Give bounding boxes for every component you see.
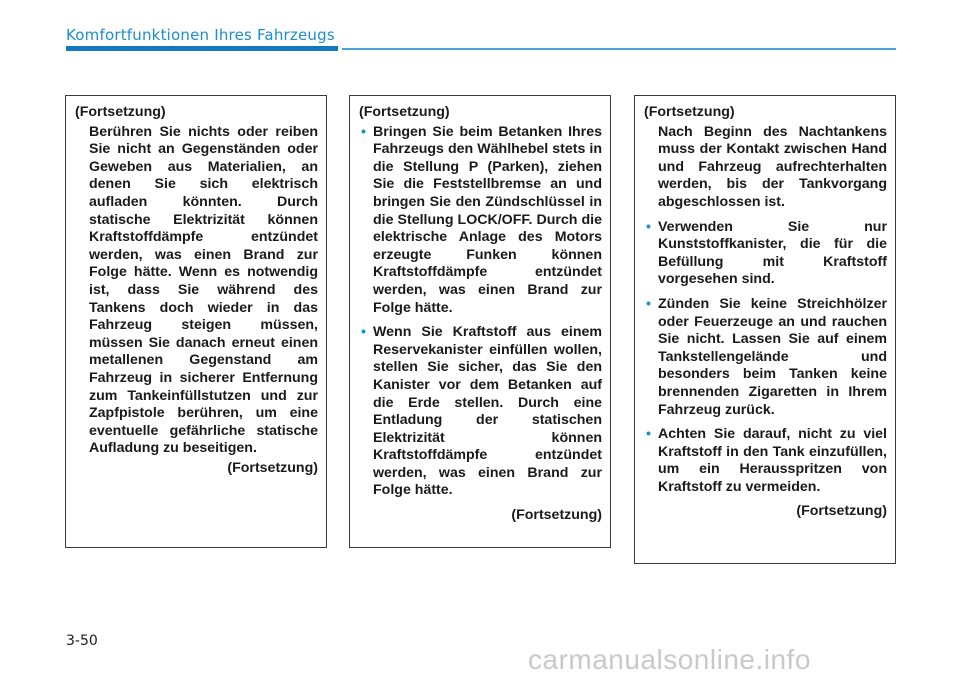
bullet-text: Verwenden Sie nur Kunststoffkanister, die für die Befüllung mit Kraftstoff vorgesehen sind. — [658, 218, 887, 288]
box-heading: (Fortsetzung) — [75, 104, 166, 120]
warning-paragraph: Berühren Sie nichts oder reiben Sie nicht an Gegenständen oder Geweben aus Materialien, an denen Sie sich elektrisch aufladen könnten. Durch statische Elektrizität können Kraftstoffdämpfe entzündet werden, was einen Brand zur Folge hätte. Wenn es notwendig ist, dass Sie während des Tankens doch wieder in das Fahrzeug steigen müssen, müssen Sie danach erneut einen metallenen Gegenstand am Fahrzeug in sicherer Entfernung zum Tankeinfüllstutzen und zur Zapfpistole berühren, um eine eventuelle gefährliche statische Aufladung zu beseitigen. — [89, 123, 318, 457]
warning-box-1 — [65, 95, 327, 548]
bullet-item — [646, 426, 887, 496]
bullet-dot-icon: • — [646, 295, 651, 312]
bullet-dot-icon: • — [361, 123, 366, 140]
bullet-dot-icon: • — [646, 218, 651, 235]
bullet-text: Achten Sie darauf, nicht zu viel Kraftstoff in den Tank einzufüllen, um ein Herausspritzen von Kraftstoff zu vermeiden. — [658, 426, 887, 495]
bullet-item — [361, 123, 602, 318]
bullet-dot-icon: • — [646, 426, 651, 443]
header-rule-thin — [342, 48, 896, 50]
bullet-item — [646, 295, 887, 419]
warning-paragraph: Nach Beginn des Nachtankens muss der Kontakt zwischen Hand und Fahrzeug aufrechterhalten werden, bis der Tankvorgang abgeschlossen ist. — [658, 123, 887, 210]
continued-label: (Fortsetzung) — [227, 459, 318, 476]
box-heading: (Fortsetzung) — [359, 104, 450, 120]
page-number: 3-50 — [66, 633, 98, 649]
box-heading: (Fortsetzung) — [644, 104, 735, 120]
header-rule-thick — [66, 46, 338, 51]
continued-label: (Fortsetzung) — [796, 503, 887, 520]
continued-label: (Fortsetzung) — [511, 507, 602, 524]
section-title: Komfortfunktionen Ihres Fahrzeugs — [66, 26, 335, 44]
bullet-text: Wenn Sie Kraftstoff aus einem Reservekanister einfüllen wollen, stellen Sie sicher, das Sie den Kanister vor dem Betanken auf die Erde stellen. Durch eine Entladung der statischen Elektrizität können Kraftstoffdämpfe entzündet werden, was einen Brand zur Folge hätte. — [373, 324, 602, 499]
bullet-item — [646, 218, 887, 289]
bullet-text: Bringen Sie beim Betanken Ihres Fahrzeugs den Wählhebel stets in die Stellung P (Parken), ziehen Sie die Feststellbremse an und bringen Sie den Zündschlüssel in die Stellung LOCK/OFF. Durch die elektrische Anlage des Motors erzeugte Funken können Kraftstoffdämpfe entzündet werden, was einen Brand zur Folge hätte. — [373, 123, 602, 316]
bullet-item — [361, 324, 602, 500]
bullet-text: Zünden Sie keine Streichhölzer oder Feuerzeuge an und rauchen Sie nicht. Lassen Sie auf einem Tankstellengelände und besonders beim Tanken keine brennenden Zigaretten in Ihrem Fahrzeug zurück. — [658, 295, 887, 418]
warning-box-3 — [634, 95, 896, 564]
warning-box-2 — [349, 95, 611, 548]
watermark: carmanualsonline.info — [528, 644, 811, 675]
bullet-dot-icon: • — [361, 324, 366, 341]
